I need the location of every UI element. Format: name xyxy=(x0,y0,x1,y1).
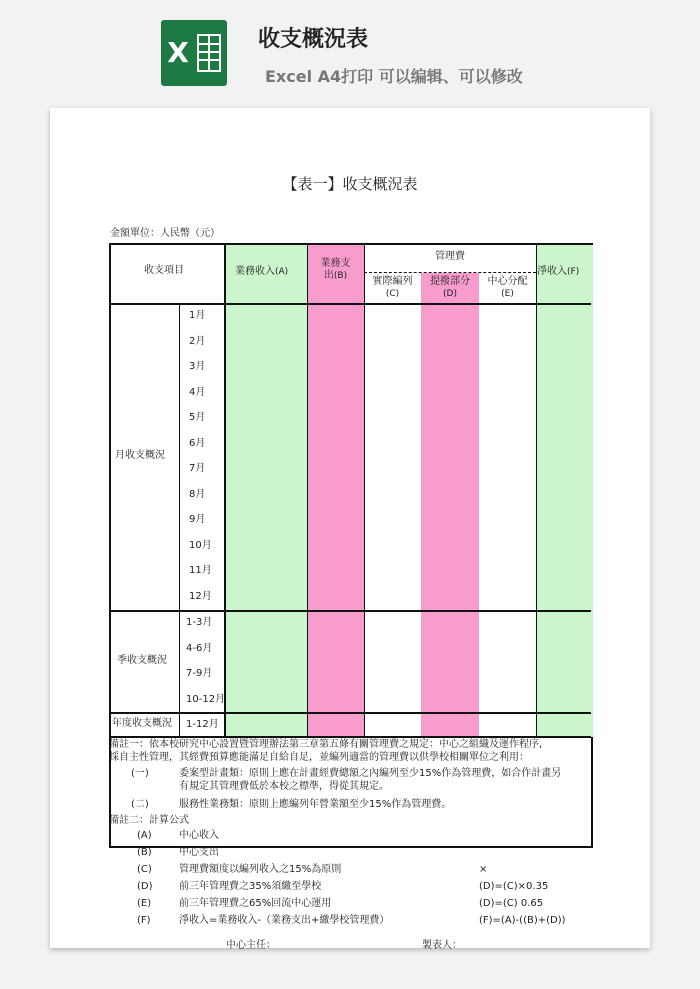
formula-row xyxy=(109,844,593,861)
formula-code: (B) xyxy=(137,847,152,858)
group-annual: 年度收支概況 xyxy=(112,718,172,729)
formula-row xyxy=(109,827,593,844)
net-left-line xyxy=(536,245,537,736)
formula-row xyxy=(109,912,593,929)
income-column-bg xyxy=(225,245,307,737)
month-label: 8月 xyxy=(189,488,206,500)
formula-text: 中心支出 xyxy=(179,847,219,858)
allocation-column-bg xyxy=(421,273,479,737)
formula-row xyxy=(109,861,593,878)
header-center: 中心分配 (E) xyxy=(487,276,528,299)
mgmt-divider-line xyxy=(364,272,536,273)
formula-code: (E) xyxy=(137,898,152,909)
note1-item2: 服務性業務類：原則上應編列年營業額至少15%作為管理費。 xyxy=(179,799,452,810)
note1-item2-mark: (二) xyxy=(131,799,149,810)
month-label: 6月 xyxy=(189,437,206,449)
header-bottom-line xyxy=(111,303,591,305)
formula-list xyxy=(109,827,593,929)
net-column-bg xyxy=(536,245,593,737)
currency-unit: 金額單位：人民幣（元） xyxy=(110,228,220,239)
month-label: 11月 xyxy=(189,565,212,576)
quarter-label: 4-6月 xyxy=(186,642,213,654)
formula-text: 管理費額度以編列收入之15%為原則 xyxy=(179,864,342,875)
formula-code: (D) xyxy=(137,881,153,892)
month-label: 12月 xyxy=(189,590,212,602)
group-monthly: 月收支概況 xyxy=(115,450,165,461)
expense-column-bg xyxy=(307,245,364,737)
month-label: 5月 xyxy=(189,412,206,423)
formula-code: (C) xyxy=(137,864,152,875)
formula-expr: (F)=(A)-((B)+(D)) xyxy=(479,915,566,926)
formula-code: (F) xyxy=(137,915,151,926)
note1-item1-mark: (一) xyxy=(131,768,149,779)
month-label: 10月 xyxy=(189,539,212,551)
formula-text: 中心收入 xyxy=(179,830,219,841)
header-income: 業務收入(A) xyxy=(235,266,289,277)
note1-line1: 備註一：依本校研究中心設置暨管理辦法第三章第五條有關管理費之規定：中心之組織及運作程序, xyxy=(109,739,543,750)
month-label: 2月 xyxy=(189,335,206,347)
formula-text: 前三年管理費之35%須繳至學校 xyxy=(179,881,322,892)
banner-subtitle: Excel A4打印 可以编辑、可以修改 xyxy=(265,67,523,86)
formula-expr: × xyxy=(479,864,488,875)
group-quarterly: 季收支概況 xyxy=(117,655,167,666)
document-page xyxy=(50,108,650,951)
preparer-signature: 製表人： xyxy=(422,940,462,951)
month-label: 3月 xyxy=(189,361,206,372)
header-actual: 實際編列 (C) xyxy=(372,276,413,299)
formula-expr: (D)=(C) 0.65 xyxy=(479,898,544,909)
banner-title: 收支概況表 xyxy=(258,27,369,52)
formula-expr: (D)=(C)×0.35 xyxy=(479,881,549,892)
page-title: 【表一】收支概況表 xyxy=(282,175,418,193)
header-net: 淨收入(F) xyxy=(537,266,580,277)
month-label: 7月 xyxy=(189,463,206,474)
note1-line2: 採自主性管理，其經費預算應能滿足自給自足，並編列適當的管理費以供學校相關單位之利用： xyxy=(109,752,529,763)
quarter-label: 10-12月 xyxy=(186,693,226,705)
mgmt-left-line xyxy=(364,245,365,736)
spreadsheet-grid-icon xyxy=(197,34,221,72)
quarter-label: 1-3月 xyxy=(186,617,213,628)
notes-section xyxy=(109,738,593,929)
income-column-line xyxy=(307,245,308,736)
header-expense: 業務支 出(B) xyxy=(320,258,351,281)
note1-item1-line1: 委案型計畫類：原則上應在計畫經費總額之內編列至少15%作為管理費，如合作計畫另 xyxy=(179,768,562,779)
label-divider-line xyxy=(179,304,180,736)
month-label: 9月 xyxy=(189,514,206,525)
annual-period-label: 1-12月 xyxy=(186,719,219,730)
director-signature: 中心主任： xyxy=(226,940,276,951)
header-allocation: 提撥部分 (D) xyxy=(430,276,470,299)
month-label: 4月 xyxy=(189,386,206,398)
formula-code: (A) xyxy=(137,830,152,841)
header-banner xyxy=(0,0,700,100)
month-label: 1月 xyxy=(189,310,206,321)
quarter-label: 7-9月 xyxy=(186,668,213,679)
header-item: 收支項目 xyxy=(144,265,184,276)
quarterly-bottom-line xyxy=(111,712,591,714)
formula-row xyxy=(109,878,593,895)
header-management-fee: 管理費 xyxy=(435,251,465,262)
formula-text: 淨收入=業務收入-（業務支出+繳學校管理費） xyxy=(179,915,390,926)
note2-heading: 備註二：計算公式 xyxy=(109,815,189,826)
formula-text: 前三年管理費之65%回流中心運用 xyxy=(179,898,332,909)
formula-row xyxy=(109,895,593,912)
item-column-line xyxy=(224,245,226,736)
excel-icon: X xyxy=(161,20,227,86)
monthly-bottom-line xyxy=(111,610,591,612)
note1-item1-line2: 有規定其管理費低於本校之標準，得從其規定。 xyxy=(179,781,389,792)
